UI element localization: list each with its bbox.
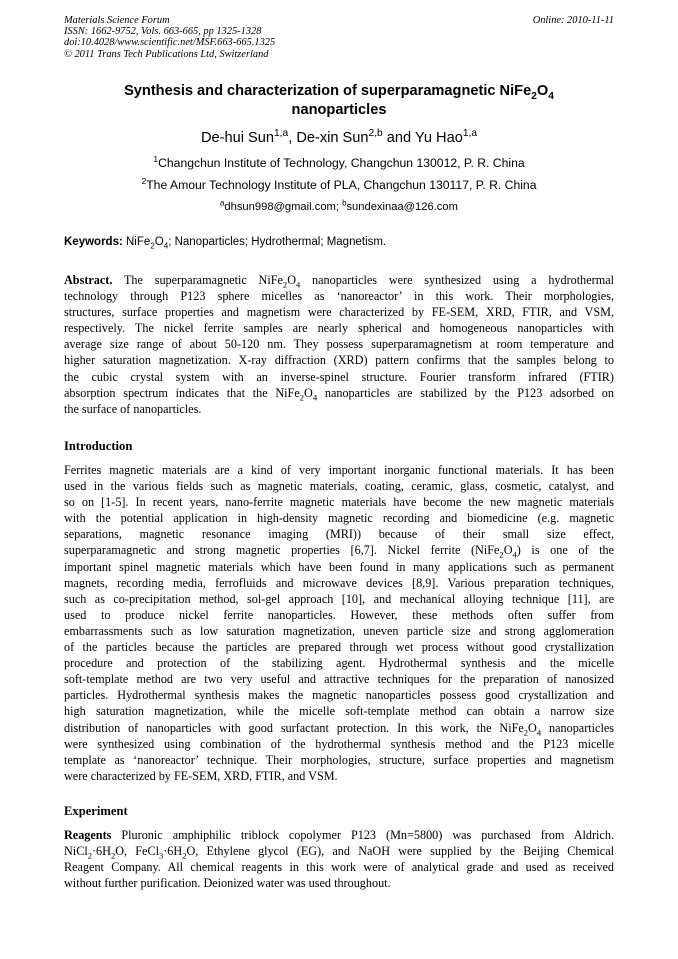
intro-line: particles. Hydrothermal synthesis makes the magnetic nanoparticles possess good crystallization and (64, 688, 614, 703)
author-1: De-hui Sun (200, 130, 274, 146)
reagents-paragraph (64, 827, 614, 891)
reagents-label: Reagents (64, 828, 112, 842)
author-3: Yu Hao (414, 130, 463, 146)
intro-line: template as ‘nanoreactor’ technique. Their morphologies, structure, surface properties and magnetism (64, 752, 614, 767)
intro-line: so on [1-5]. In recent years, nano-ferrite magnetic materials have become the new magnetic materials (64, 495, 614, 510)
title-line-1: Synthesis and characterization of superparamagnetic $NiFe_2O_4$ (124, 83, 554, 102)
abstract-label: Abstract. (64, 273, 113, 287)
copyright-line: © 2011 Trans Tech Publications Ltd, Switzerland (64, 48, 269, 60)
intro-line: soft-template method are two very useful and attractive techniques for the preparation of nanosized (64, 672, 614, 687)
introduction-heading: Introduction (64, 439, 133, 453)
reagents-line: $NiCl_2\cdot 6H_2O$, $FeCl_3\cdot 6H_2O$, Ethylene glycol (EG), and NaOH were supplied by the Beijing Chemical (64, 844, 614, 861)
keywords-label: Keywords: (64, 236, 123, 248)
intro-line: such as co-precipitation method, sol-gel approach [10], and mechanical alloying technique [11], are (64, 591, 614, 606)
reagents-line: Reagents Pluronic amphiphilic triblock copolymer P123 (Mn=5800) was purchased from Aldrich. (64, 828, 614, 842)
intro-line: Ferrites magnetic materials are a kind of very important inorganic functional materials. It has been (64, 463, 614, 477)
journal-name: Materials Science Forum (64, 15, 170, 26)
affiliation-1: $^1$Changchun Institute of Technology, Changchun 130012, P. R. China (153, 153, 525, 170)
author-emails: $^a$dhsun998@gmail.com; $^b$sundexinaa@126.com (220, 198, 458, 213)
abstract-line: average size range of about 50-120 nm. They possess superparamagnetism at room temperature and (64, 337, 614, 352)
abstract-line: technology through P123 sphere micelles as ‘nanoreactor’ in this work. Their morphologies, (64, 289, 614, 304)
intro-line: were synthesized using combination of the hydrothermal synthesis method and the P123 micelle (64, 736, 614, 751)
experiment-heading: Experiment (64, 804, 128, 818)
intro-line: separations, magnetic resonance imaging (MRI)) because of their small size effect, (64, 527, 614, 542)
intro-line: high saturation magnetization, while the micelle soft-template method can obtain a narrow size (64, 704, 614, 719)
email-b: sundexinaa@126.com (346, 201, 458, 213)
reagents-line: Reagent Company. All chemical reagents in this work were of analytical grade and used as received (64, 860, 614, 875)
affiliation-2: $^2$The Amour Technology Institute of PLA, Changchun 130117, P. R. China (141, 175, 537, 192)
email-a: dhsun998@gmail.com; (224, 201, 343, 213)
intro-line: of the particles because the particles are prepared through wet process without good crystallization (64, 640, 614, 655)
abstract (64, 272, 614, 417)
intro-line: magnets, recording media, ferrofluids and microwave devices [8,9]. Various preparation techniques, (64, 575, 614, 590)
reagents-line: without further purification. Deionized water was used throughout. (64, 876, 391, 891)
intro-line: embarrassments such as low saturation magnetization, uneven particle size and strong agglomeration (64, 623, 614, 638)
intro-line: superparamagnetic and strong magnetic properties [6,7]. Nickel ferrite $(NiFe_2O_4)$ is one of the (64, 543, 615, 560)
intro-line: used to produce nickel ferrite nanoparticles. However, these methods often suffer from (64, 607, 614, 622)
abstract-line: respectively. The nickel ferrite samples are nearly spherical and homogeneous nanoparticles with (64, 321, 614, 336)
author-list: De-hui Sun$^{1,a}$, De-xin Sun$^{2,b}$ and Yu Hao$^{1,a}$ (200, 128, 478, 146)
journal-header (64, 15, 275, 60)
online-date: Online: 2010-11-11 (532, 15, 614, 26)
intro-line: with the potential application in high-density magnetic recording and biomedicine (e.g. magnetic (64, 511, 614, 526)
intro-line: distribution of nanoparticles with good surfactant protection. In this work, the $NiFe_2O_4$ nanoparticles (64, 720, 614, 737)
introduction-body (64, 462, 614, 784)
abstract-line: absorption spectrum indicates that the $NiFe_2O_4$ nanoparticles are stabilized by the P123 adsorbed on (64, 385, 614, 403)
abstract-line: structures, surface properties and magnetism were characterized by FE-SEM, XRD, FTIR, and VSM, (64, 305, 614, 320)
intro-line: important spinel magnetic materials which have been found in many applications such as permanent (64, 559, 614, 574)
abstract-line: the surface of nanoparticles. (64, 401, 202, 416)
intro-line: used in the various fields such as magnetic materials, coating, ceramic, glass, cosmetic, catalyst, and (64, 479, 614, 494)
abstract-line: higher saturation magnetization. X-ray diffraction (XRD) pattern confirms that the samples belong to (64, 353, 614, 368)
title-line-2: nanoparticles (291, 101, 387, 118)
intro-line: were characterized by FE-SEM, XRD, FTIR, and VSM. (64, 768, 338, 783)
keywords: Keywords: $NiFe_2O_4$; Nanoparticles; Hydrothermal; Magnetism. (64, 236, 387, 251)
intro-line: procedure and protection of the stabilizing agent. Hydrothermal synthesis and the micelle (64, 656, 614, 671)
paper-title (64, 82, 614, 119)
abstract-line: Abstract. The superparamagnetic $NiFe_2O_4$ nanoparticles were synthesized using a hydrothermal (64, 273, 614, 290)
author-2: De-xin Sun (296, 130, 369, 146)
doi-line: doi:10.4028/www.scientific.net/MSF.663-665.1325 (64, 37, 276, 49)
issn-line: ISSN: 1662-9752, Vols. 663-665, pp 1325-1328 (64, 26, 262, 38)
abstract-line: the cubic crystal system with an inverse-spinel structure. Fourier transform infrared (FTIR) (64, 369, 614, 384)
